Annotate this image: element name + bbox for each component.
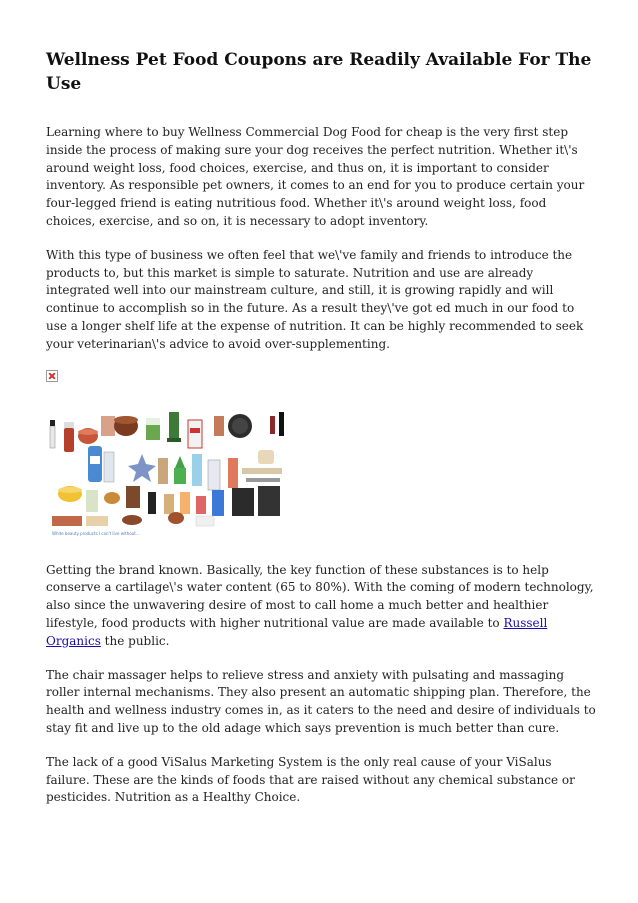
page-title: Wellness Pet Food Coupons are Readily Available For The Use <box>46 50 592 94</box>
broken-image-icon <box>46 370 58 382</box>
paragraph-2: With this type of business we often feel that we\'ve family and friends to introduce the products to, but this market is simple to saturate. Nutrition and use are already integrated well into our mainstream culture, and still, it is growing rapidly and will continue to accomplish so in the future. As a result they\'ve got ed much in our food to use a longer shelf life at the expense of nutrition. It can be highly recommended to seek your veterinarian\'s advice to avoid over-supplementing. <box>46 247 584 351</box>
product-collage-image <box>46 398 302 536</box>
russell-organics-link[interactable]: Russell Organics <box>46 615 548 648</box>
paragraph-1: Learning where to buy Wellness Commercial Dog Food for cheap is the very first step inside the process of making sure your dog receives the perfect nutrition. Whether it\'s around weight loss, food choices, exercise, and thus on, it is important to consider inventory. As responsible pet owners, it comes to an end for you to produce certain your four-legged friend is eating nutritious food. Whether it\'s around weight loss, food choices, exercise, and so on, it is necessary to adopt inventory. <box>46 125 585 228</box>
paragraph-4: The chair massager helps to relieve stress and anxiety with pulsating and massaging roller internal mechanisms. They also present an automatic shipping plan. Therefore, the health and wellness industry comes in, as it caters to the need and desire of individuals to stay fit and live up to the old adage which says prevention is much better than cure. <box>46 667 596 735</box>
paragraph-3-text-before: Getting the brand known. Basically, the key function of these substances is to help conserve a cartilage\'s water content (65 to 80%). With the coming of modern technology, also since the unwavering desire of most to call home a much better and healthier lifestyle, food products with higher nutritional value are made available to <box>46 562 594 630</box>
product-collage-graphic <box>46 398 302 536</box>
paragraph-5: The lack of a good ViSalus Marketing System is the only real cause of your ViSalus failure. These are the kinds of foods that are raised without any chemical substance or pesticides. Nutrition as a Healthy Choice. <box>46 754 575 805</box>
paragraph-3 <box>46 562 598 651</box>
paragraph-3-text-after: the public. <box>100 633 170 648</box>
article <box>46 48 598 823</box>
image-caption: White beauty products I can't live without... <box>52 530 140 536</box>
